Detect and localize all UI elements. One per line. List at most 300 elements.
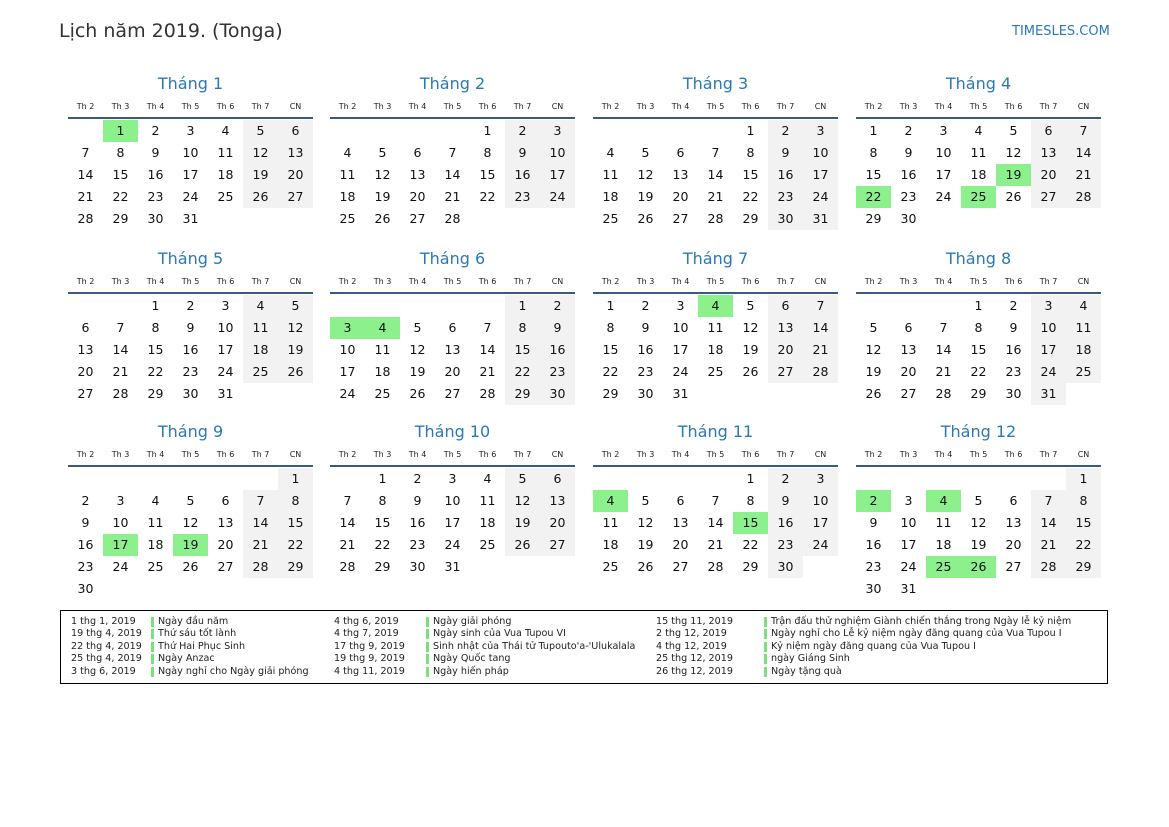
day-cell[interactable]: 22: [278, 534, 313, 556]
day-cell[interactable]: 9: [413, 493, 422, 508]
day-cell[interactable]: 27: [77, 386, 94, 401]
holiday-day[interactable]: 3: [330, 317, 365, 339]
day-cell[interactable]: 25: [707, 364, 724, 379]
day-cell[interactable]: 22: [1066, 534, 1101, 556]
day-cell[interactable]: 28: [935, 386, 952, 401]
day-cell[interactable]: 18: [1066, 339, 1101, 361]
day-cell[interactable]: 31: [217, 386, 234, 401]
day-cell[interactable]: 1: [746, 471, 755, 486]
day-cell[interactable]: 31: [444, 559, 461, 574]
day-cell[interactable]: 13: [1005, 515, 1022, 530]
day-cell[interactable]: 12: [637, 515, 654, 530]
day-cell[interactable]: 18: [243, 339, 278, 361]
day-cell[interactable]: 23: [77, 559, 94, 574]
day-cell[interactable]: 21: [77, 189, 94, 204]
day-cell[interactable]: 27: [1031, 186, 1066, 208]
day-cell[interactable]: 23: [182, 364, 199, 379]
day-cell[interactable]: 11: [1066, 317, 1101, 339]
day-cell[interactable]: 11: [339, 167, 356, 182]
day-cell[interactable]: 19: [374, 189, 391, 204]
day-cell[interactable]: 10: [182, 145, 199, 160]
day-cell[interactable]: 5: [186, 493, 195, 508]
day-cell[interactable]: 12: [505, 490, 540, 512]
day-cell[interactable]: 22: [112, 189, 129, 204]
day-cell[interactable]: 29: [602, 386, 619, 401]
day-cell[interactable]: 6: [676, 493, 685, 508]
day-cell[interactable]: 30: [409, 559, 426, 574]
day-cell[interactable]: 3: [1031, 295, 1066, 317]
day-cell[interactable]: 30: [182, 386, 199, 401]
day-cell[interactable]: 17: [339, 364, 356, 379]
day-cell[interactable]: 28: [243, 556, 278, 578]
day-cell[interactable]: 10: [1031, 317, 1066, 339]
day-cell[interactable]: 31: [182, 211, 199, 226]
day-cell[interactable]: 14: [112, 342, 129, 357]
day-cell[interactable]: 22: [505, 361, 540, 383]
day-cell[interactable]: 8: [746, 145, 755, 160]
day-cell[interactable]: 15: [147, 342, 164, 357]
day-cell[interactable]: 20: [540, 512, 575, 534]
holiday-day[interactable]: 19: [173, 534, 208, 556]
day-cell[interactable]: 5: [641, 493, 650, 508]
day-cell[interactable]: 4: [1066, 295, 1101, 317]
day-cell[interactable]: 27: [768, 361, 803, 383]
day-cell[interactable]: 3: [904, 493, 913, 508]
day-cell[interactable]: 24: [803, 186, 838, 208]
day-cell[interactable]: 8: [378, 493, 387, 508]
day-cell[interactable]: 25: [602, 211, 619, 226]
day-cell[interactable]: 25: [147, 559, 164, 574]
day-cell[interactable]: 20: [409, 189, 426, 204]
day-cell[interactable]: 9: [186, 320, 195, 335]
day-cell[interactable]: 9: [151, 145, 160, 160]
day-cell[interactable]: 17: [803, 164, 838, 186]
day-cell[interactable]: 15: [374, 515, 391, 530]
holiday-day[interactable]: 25: [926, 556, 961, 578]
day-cell[interactable]: 27: [1005, 559, 1022, 574]
day-cell[interactable]: 12: [865, 342, 882, 357]
day-cell[interactable]: 10: [672, 320, 689, 335]
day-cell[interactable]: 15: [1066, 512, 1101, 534]
day-cell[interactable]: 31: [672, 386, 689, 401]
day-cell[interactable]: 16: [637, 342, 654, 357]
day-cell[interactable]: 7: [939, 320, 948, 335]
day-cell[interactable]: 18: [602, 189, 619, 204]
day-cell[interactable]: 24: [444, 537, 461, 552]
day-cell[interactable]: 18: [935, 537, 952, 552]
day-cell[interactable]: 16: [409, 515, 426, 530]
day-cell[interactable]: 12: [409, 342, 426, 357]
day-cell[interactable]: 6: [413, 145, 422, 160]
day-cell[interactable]: 8: [606, 320, 615, 335]
day-cell[interactable]: 17: [900, 537, 917, 552]
day-cell[interactable]: 29: [865, 211, 882, 226]
day-cell[interactable]: 18: [707, 342, 724, 357]
holiday-day[interactable]: 1: [103, 120, 138, 142]
day-cell[interactable]: 28: [1031, 556, 1066, 578]
day-cell[interactable]: 21: [112, 364, 129, 379]
day-cell[interactable]: 1: [505, 295, 540, 317]
day-cell[interactable]: 6: [221, 493, 230, 508]
day-cell[interactable]: 15: [505, 339, 540, 361]
day-cell[interactable]: 15: [278, 512, 313, 534]
day-cell[interactable]: 15: [865, 167, 882, 182]
day-cell[interactable]: 7: [243, 490, 278, 512]
day-cell[interactable]: 25: [479, 537, 496, 552]
day-cell[interactable]: 14: [935, 342, 952, 357]
day-cell[interactable]: 5: [278, 295, 313, 317]
day-cell[interactable]: 30: [768, 208, 803, 230]
day-cell[interactable]: 17: [672, 342, 689, 357]
holiday-day[interactable]: 17: [103, 534, 138, 556]
day-cell[interactable]: 28: [707, 559, 724, 574]
day-cell[interactable]: 4: [221, 123, 230, 138]
day-cell[interactable]: 27: [444, 386, 461, 401]
day-cell[interactable]: 5: [243, 120, 278, 142]
day-cell[interactable]: 31: [1031, 383, 1066, 405]
day-cell[interactable]: 3: [221, 298, 230, 313]
day-cell[interactable]: 7: [343, 493, 352, 508]
day-cell[interactable]: 24: [540, 186, 575, 208]
day-cell[interactable]: 6: [81, 320, 90, 335]
day-cell[interactable]: 22: [970, 364, 987, 379]
day-cell[interactable]: 3: [448, 471, 457, 486]
day-cell[interactable]: 1: [278, 468, 313, 490]
day-cell[interactable]: 19: [637, 189, 654, 204]
holiday-day[interactable]: 4: [593, 490, 628, 512]
day-cell[interactable]: 8: [869, 145, 878, 160]
day-cell[interactable]: 29: [374, 559, 391, 574]
day-cell[interactable]: 5: [869, 320, 878, 335]
day-cell[interactable]: 23: [768, 534, 803, 556]
day-cell[interactable]: 21: [1031, 534, 1066, 556]
day-cell[interactable]: 11: [374, 342, 391, 357]
day-cell[interactable]: 27: [540, 534, 575, 556]
day-cell[interactable]: 22: [602, 364, 619, 379]
day-cell[interactable]: 2: [768, 468, 803, 490]
day-cell[interactable]: 26: [409, 386, 426, 401]
day-cell[interactable]: 7: [483, 320, 492, 335]
day-cell[interactable]: 1: [151, 298, 160, 313]
day-cell[interactable]: 6: [540, 468, 575, 490]
day-cell[interactable]: 28: [707, 211, 724, 226]
day-cell[interactable]: 23: [1005, 364, 1022, 379]
day-cell[interactable]: 11: [707, 320, 724, 335]
day-cell[interactable]: 24: [217, 364, 234, 379]
day-cell[interactable]: 14: [803, 317, 838, 339]
day-cell[interactable]: 27: [672, 211, 689, 226]
day-cell[interactable]: 21: [444, 189, 461, 204]
day-cell[interactable]: 7: [711, 145, 720, 160]
day-cell[interactable]: 30: [147, 211, 164, 226]
day-cell[interactable]: 1: [869, 123, 878, 138]
day-cell[interactable]: 9: [505, 142, 540, 164]
day-cell[interactable]: 12: [182, 515, 199, 530]
day-cell[interactable]: 19: [409, 364, 426, 379]
day-cell[interactable]: 26: [278, 361, 313, 383]
day-cell[interactable]: 2: [81, 493, 90, 508]
day-cell[interactable]: 16: [147, 167, 164, 182]
day-cell[interactable]: 12: [1005, 145, 1022, 160]
day-cell[interactable]: 25: [217, 189, 234, 204]
day-cell[interactable]: 25: [339, 211, 356, 226]
day-cell[interactable]: 6: [676, 145, 685, 160]
day-cell[interactable]: 26: [182, 559, 199, 574]
day-cell[interactable]: 29: [505, 383, 540, 405]
holiday-day[interactable]: 19: [996, 164, 1031, 186]
day-cell[interactable]: 18: [970, 167, 987, 182]
day-cell[interactable]: 20: [1031, 164, 1066, 186]
day-cell[interactable]: 28: [444, 211, 461, 226]
day-cell[interactable]: 30: [637, 386, 654, 401]
day-cell[interactable]: 12: [970, 515, 987, 530]
day-cell[interactable]: 16: [540, 339, 575, 361]
day-cell[interactable]: 13: [672, 167, 689, 182]
day-cell[interactable]: 8: [746, 493, 755, 508]
day-cell[interactable]: 19: [742, 342, 759, 357]
day-cell[interactable]: 19: [505, 512, 540, 534]
day-cell[interactable]: 13: [77, 342, 94, 357]
day-cell[interactable]: 1: [974, 298, 983, 313]
day-cell[interactable]: 21: [479, 364, 496, 379]
day-cell[interactable]: 18: [339, 189, 356, 204]
day-cell[interactable]: 3: [676, 298, 685, 313]
day-cell[interactable]: 3: [116, 493, 125, 508]
day-cell[interactable]: 4: [343, 145, 352, 160]
day-cell[interactable]: 18: [147, 537, 164, 552]
day-cell[interactable]: 30: [540, 383, 575, 405]
day-cell[interactable]: 20: [444, 364, 461, 379]
day-cell[interactable]: 30: [1005, 386, 1022, 401]
day-cell[interactable]: 22: [479, 189, 496, 204]
day-cell[interactable]: 7: [116, 320, 125, 335]
day-cell[interactable]: 12: [742, 320, 759, 335]
day-cell[interactable]: 27: [900, 386, 917, 401]
day-cell[interactable]: 24: [339, 386, 356, 401]
day-cell[interactable]: 15: [970, 342, 987, 357]
day-cell[interactable]: 1: [483, 123, 492, 138]
day-cell[interactable]: 13: [444, 342, 461, 357]
day-cell[interactable]: 4: [243, 295, 278, 317]
day-cell[interactable]: 15: [602, 342, 619, 357]
day-cell[interactable]: 14: [707, 515, 724, 530]
day-cell[interactable]: 25: [1066, 361, 1101, 383]
day-cell[interactable]: 9: [768, 142, 803, 164]
site-link[interactable]: TIMESLES.COM: [1012, 24, 1110, 39]
day-cell[interactable]: 6: [904, 320, 913, 335]
day-cell[interactable]: 10: [803, 142, 838, 164]
day-cell[interactable]: 16: [768, 512, 803, 534]
day-cell[interactable]: 26: [374, 211, 391, 226]
day-cell[interactable]: 4: [974, 123, 983, 138]
day-cell[interactable]: 2: [540, 295, 575, 317]
day-cell[interactable]: 13: [1031, 142, 1066, 164]
holiday-day[interactable]: 4: [698, 295, 733, 317]
day-cell[interactable]: 15: [479, 167, 496, 182]
day-cell[interactable]: 23: [147, 189, 164, 204]
day-cell[interactable]: 10: [935, 145, 952, 160]
day-cell[interactable]: 9: [904, 145, 913, 160]
day-cell[interactable]: 23: [409, 537, 426, 552]
day-cell[interactable]: 29: [112, 211, 129, 226]
day-cell[interactable]: 13: [540, 490, 575, 512]
day-cell[interactable]: 9: [869, 515, 878, 530]
day-cell[interactable]: 8: [483, 145, 492, 160]
day-cell[interactable]: 20: [278, 164, 313, 186]
day-cell[interactable]: 5: [378, 145, 387, 160]
day-cell[interactable]: 2: [505, 120, 540, 142]
day-cell[interactable]: 11: [217, 145, 234, 160]
day-cell[interactable]: 19: [970, 537, 987, 552]
day-cell[interactable]: 2: [151, 123, 160, 138]
day-cell[interactable]: 9: [768, 490, 803, 512]
day-cell[interactable]: 2: [413, 471, 422, 486]
day-cell[interactable]: 24: [182, 189, 199, 204]
day-cell[interactable]: 30: [768, 556, 803, 578]
day-cell[interactable]: 30: [865, 581, 882, 596]
day-cell[interactable]: 15: [112, 167, 129, 182]
day-cell[interactable]: 26: [505, 534, 540, 556]
day-cell[interactable]: 24: [900, 559, 917, 574]
day-cell[interactable]: 17: [540, 164, 575, 186]
day-cell[interactable]: 2: [641, 298, 650, 313]
day-cell[interactable]: 16: [505, 164, 540, 186]
day-cell[interactable]: 21: [339, 537, 356, 552]
day-cell[interactable]: 25: [602, 559, 619, 574]
day-cell[interactable]: 18: [602, 537, 619, 552]
day-cell[interactable]: 8: [974, 320, 983, 335]
day-cell[interactable]: 20: [672, 189, 689, 204]
day-cell[interactable]: 12: [278, 317, 313, 339]
day-cell[interactable]: 28: [803, 361, 838, 383]
holiday-day[interactable]: 4: [926, 490, 961, 512]
day-cell[interactable]: 6: [448, 320, 457, 335]
day-cell[interactable]: 1: [606, 298, 615, 313]
day-cell[interactable]: 13: [768, 317, 803, 339]
day-cell[interactable]: 31: [900, 581, 917, 596]
holiday-day[interactable]: 22: [856, 186, 891, 208]
day-cell[interactable]: 2: [186, 298, 195, 313]
day-cell[interactable]: 1: [378, 471, 387, 486]
day-cell[interactable]: 26: [637, 211, 654, 226]
day-cell[interactable]: 30: [900, 211, 917, 226]
day-cell[interactable]: 10: [217, 320, 234, 335]
day-cell[interactable]: 12: [637, 167, 654, 182]
day-cell[interactable]: 29: [970, 386, 987, 401]
day-cell[interactable]: 19: [865, 364, 882, 379]
day-cell[interactable]: 28: [339, 559, 356, 574]
day-cell[interactable]: 11: [602, 515, 619, 530]
day-cell[interactable]: 5: [505, 468, 540, 490]
day-cell[interactable]: 16: [900, 167, 917, 182]
day-cell[interactable]: 14: [339, 515, 356, 530]
day-cell[interactable]: 28: [112, 386, 129, 401]
day-cell[interactable]: 7: [1031, 490, 1066, 512]
day-cell[interactable]: 3: [540, 120, 575, 142]
day-cell[interactable]: 20: [672, 537, 689, 552]
day-cell[interactable]: 1: [1066, 468, 1101, 490]
holiday-day[interactable]: 26: [961, 556, 996, 578]
day-cell[interactable]: 20: [768, 339, 803, 361]
day-cell[interactable]: 10: [339, 342, 356, 357]
day-cell[interactable]: 26: [742, 364, 759, 379]
day-cell[interactable]: 8: [1066, 490, 1101, 512]
day-cell[interactable]: 8: [116, 145, 125, 160]
day-cell[interactable]: 10: [540, 142, 575, 164]
day-cell[interactable]: 17: [935, 167, 952, 182]
day-cell[interactable]: 26: [1005, 189, 1022, 204]
day-cell[interactable]: 11: [935, 515, 952, 530]
day-cell[interactable]: 19: [278, 339, 313, 361]
day-cell[interactable]: 17: [217, 342, 234, 357]
day-cell[interactable]: 20: [77, 364, 94, 379]
day-cell[interactable]: 24: [1031, 361, 1066, 383]
day-cell[interactable]: 29: [1066, 556, 1101, 578]
day-cell[interactable]: 13: [409, 167, 426, 182]
day-cell[interactable]: 30: [77, 581, 94, 596]
day-cell[interactable]: 29: [742, 559, 759, 574]
day-cell[interactable]: 3: [939, 123, 948, 138]
day-cell[interactable]: 15: [742, 167, 759, 182]
day-cell[interactable]: 25: [243, 361, 278, 383]
day-cell[interactable]: 19: [637, 537, 654, 552]
day-cell[interactable]: 20: [1005, 537, 1022, 552]
day-cell[interactable]: 28: [77, 211, 94, 226]
holiday-day[interactable]: 2: [856, 490, 891, 512]
day-cell[interactable]: 18: [374, 364, 391, 379]
day-cell[interactable]: 26: [637, 559, 654, 574]
day-cell[interactable]: 8: [505, 317, 540, 339]
holiday-day[interactable]: 15: [733, 512, 768, 534]
day-cell[interactable]: 21: [707, 537, 724, 552]
day-cell[interactable]: 24: [672, 364, 689, 379]
day-cell[interactable]: 21: [935, 364, 952, 379]
day-cell[interactable]: 3: [803, 468, 838, 490]
day-cell[interactable]: 16: [77, 537, 94, 552]
day-cell[interactable]: 10: [803, 490, 838, 512]
day-cell[interactable]: 14: [1031, 512, 1066, 534]
day-cell[interactable]: 9: [81, 515, 90, 530]
day-cell[interactable]: 11: [243, 317, 278, 339]
day-cell[interactable]: 14: [479, 342, 496, 357]
day-cell[interactable]: 5: [641, 145, 650, 160]
day-cell[interactable]: 14: [77, 167, 94, 182]
day-cell[interactable]: 8: [278, 490, 313, 512]
day-cell[interactable]: 11: [147, 515, 164, 530]
day-cell[interactable]: 2: [768, 120, 803, 142]
day-cell[interactable]: 7: [1066, 120, 1101, 142]
day-cell[interactable]: 4: [151, 493, 160, 508]
day-cell[interactable]: 24: [112, 559, 129, 574]
day-cell[interactable]: 21: [1066, 164, 1101, 186]
day-cell[interactable]: 17: [803, 512, 838, 534]
holiday-day[interactable]: 4: [365, 317, 400, 339]
day-cell[interactable]: 29: [147, 386, 164, 401]
day-cell[interactable]: 7: [448, 145, 457, 160]
day-cell[interactable]: 16: [768, 164, 803, 186]
day-cell[interactable]: 16: [1005, 342, 1022, 357]
day-cell[interactable]: 17: [1031, 339, 1066, 361]
day-cell[interactable]: 14: [243, 512, 278, 534]
holiday-day[interactable]: 25: [961, 186, 996, 208]
day-cell[interactable]: 19: [243, 164, 278, 186]
day-cell[interactable]: 14: [444, 167, 461, 182]
day-cell[interactable]: 3: [803, 120, 838, 142]
day-cell[interactable]: 6: [1031, 120, 1066, 142]
day-cell[interactable]: 26: [243, 186, 278, 208]
day-cell[interactable]: 22: [374, 537, 391, 552]
day-cell[interactable]: 29: [742, 211, 759, 226]
